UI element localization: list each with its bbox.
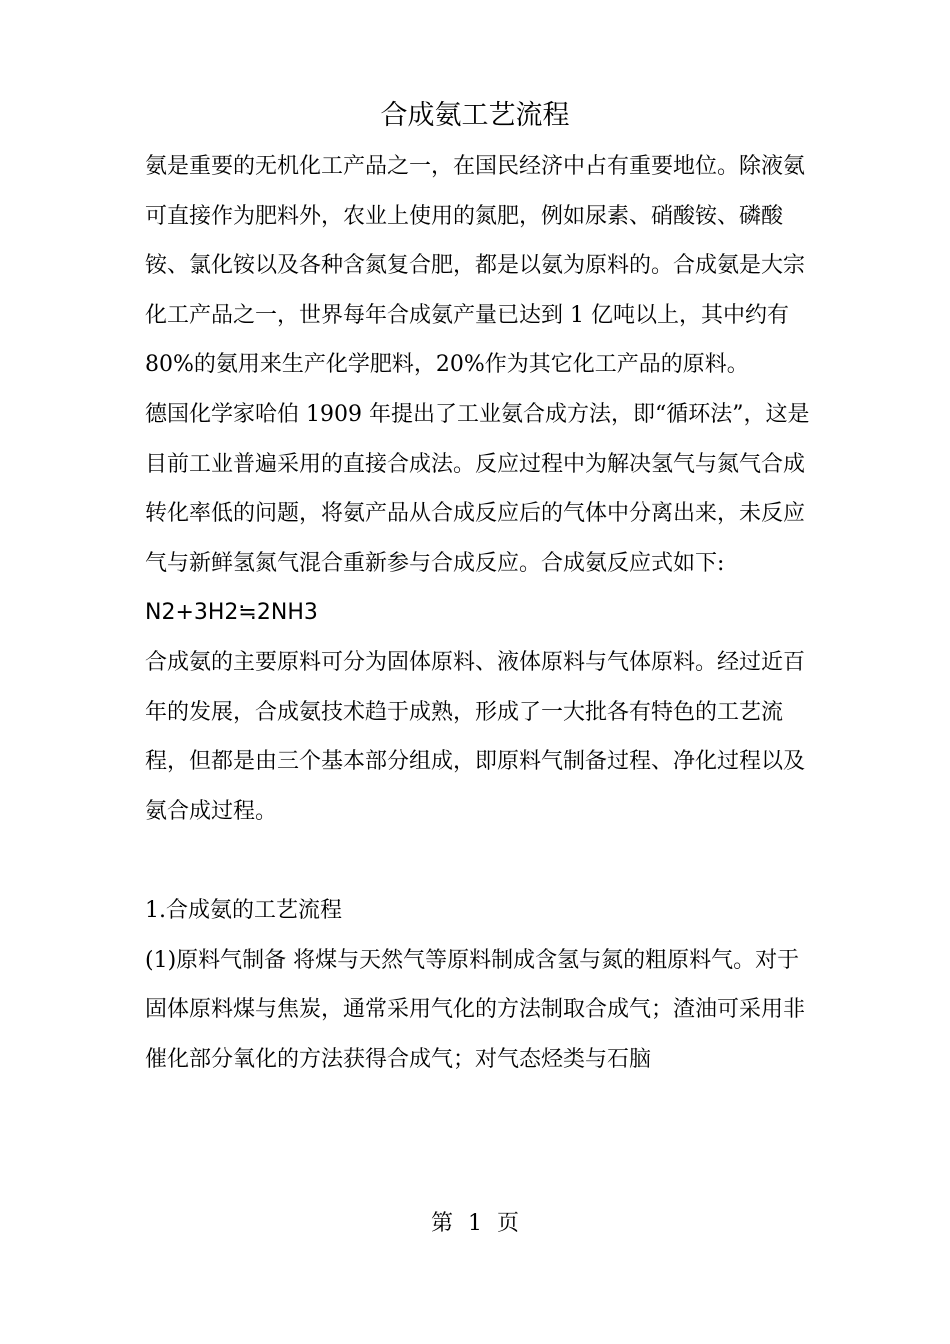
paragraph-feed-gas-preparation: (1)原料气制备 将煤与天然气等原料制成含氢与氮的粗原料气。对于固体原料煤与焦炭，通常采用气化的方法制取合成气；渣油可采用非催化部分氧化的方法获得合成气；对气态烃类与石脑 — [145, 947, 806, 1072]
document-title: 合成氨工艺流程 — [380, 100, 570, 131]
reaction-equation: N2+3H2≒2NH3 — [145, 600, 318, 626]
paragraph-ammonia-intro: 氨是重要的无机化工产品之一，在国民经济中占有重要地位。除液氨可直接作为肥料外，农业上使用的氮肥，例如尿素、硝酸铵、磷酸铵、氯化铵以及各种含氮复合肥，都是以氨为原料的。合成氨是大宗化工产品之一，世界每年合成氨产量已达到 1 亿吨以上，其中约有 80%的氨用来生产化学肥料，20%作为其它化工产品的原料。 — [145, 154, 806, 378]
paragraph-raw-materials: 合成氨的主要原料可分为固体原料、液体原料与气体原料。经过近百年的发展，合成氨技术趋于成熟，形成了一大批各有特色的工艺流程，但都是由三个基本部分组成，即原料气制备过程、净化过程以及氨合成过程。 — [145, 649, 806, 824]
paragraph-haber-method: 德国化学家哈伯 1909 年提出了工业氨合成方法，即“循环法”，这是目前工业普遍采用的直接合成法。反应过程中为解决氢气与氮气合成转化率低的问题，将氨产品从合成反应后的气体中分离出来，未反应气与新鲜氢氮气混合重新参与合成反应。合成氨反应式如下: — [145, 401, 810, 576]
page-number-footer: 第 1 页 — [431, 1211, 519, 1236]
section-heading: 1.合成氨的工艺流程 — [145, 897, 342, 923]
document-body — [145, 142, 810, 1084]
blank-line — [145, 836, 810, 886]
